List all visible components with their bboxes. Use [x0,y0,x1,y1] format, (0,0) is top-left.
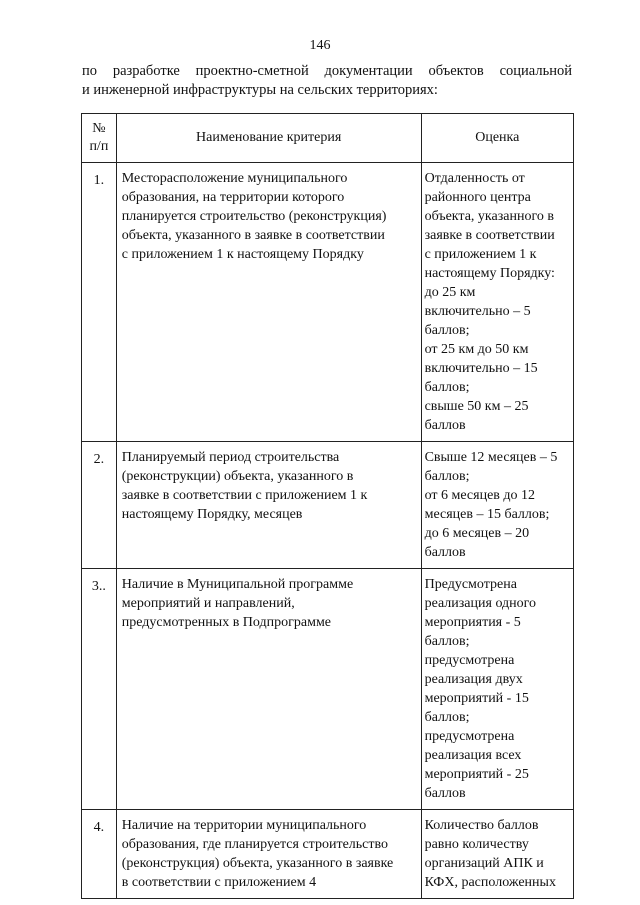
criterion-score-line: мероприятий - 15 [424,691,529,706]
criterion-score-line: Количество баллов [424,818,539,833]
intro-line: и инженерной инфраструктуры на сельских территориях: [82,82,438,98]
criterion-name [116,569,421,810]
criterion-name-line: объекта, указанного в заявке в соответствии [121,228,385,243]
criterion-name-line: предусмотренных в Подпрограмме [121,615,332,630]
table-header-row [82,114,574,163]
header-name: Наименование критерия [116,114,421,163]
criterion-score-line: Предусмотрена [424,577,517,592]
criterion-score [421,442,573,569]
criterion-score-line: баллов; [424,323,470,338]
criterion-name-line: Наличие в Муниципальной программе [121,577,354,592]
criterion-score-line: баллов; [424,469,470,484]
page-number: 146 [309,38,331,53]
criterion-name-line: образования, на территории которого [121,190,345,205]
criterion-name [116,442,421,569]
criterion-score-line: мероприятия - 5 [424,615,521,630]
criterion-score-line: баллов [424,545,466,560]
criterion-name-line: настоящему Порядку, месяцев [121,507,303,522]
criterion-name-line: планируется строительство (реконструкция) [121,209,387,224]
criterion-score-line: предусмотрена [424,729,515,744]
criterion-score-line: мероприятий - 25 [424,767,529,782]
criterion-name-line: в соответствии с приложением 4 [121,875,317,890]
criterion-score-line: организаций АПК и [424,856,544,871]
criteria-table [81,113,574,899]
criterion-score-line: включительно – 5 [424,304,531,319]
table-row [82,810,574,899]
row-number: 1. [82,163,117,442]
criterion-score [421,163,573,442]
criterion-name-line: (реконструкции) объекта, указанного в [121,469,354,484]
criterion-score-line: реализация одного [424,596,537,611]
table-row [82,569,574,810]
criterion-name-line: Планируемый период строительства [121,450,340,465]
header-num-line: № [92,121,106,136]
criterion-score-line: заявке в соответствии [424,228,555,243]
criterion-score-line: Отдаленность от [424,171,525,186]
criterion-score-line: баллов [424,418,466,433]
criterion-score-line: КФХ, расположенных [424,875,556,890]
criterion-score-line: до 25 км [424,285,476,300]
criterion-name-line: с приложением 1 к настоящему Порядку [121,247,364,262]
table-row [82,163,574,442]
criterion-score-line: от 25 км до 50 км [424,342,529,357]
criterion-score-line: баллов; [424,380,470,395]
criterion-score-line: объекта, указанного в [424,209,554,224]
criterion-score-line: баллов [424,786,466,801]
criterion-score-line: от 6 месяцев до 12 [424,488,536,503]
criterion-score-line: баллов; [424,634,470,649]
criterion-name-line: Месторасположение муниципального [121,171,348,186]
criterion-score-line: Свыше 12 месяцев – 5 [424,450,558,465]
criterion-name-line: мероприятий и направлений, [121,596,295,611]
table-row [82,442,574,569]
row-number: 3.. [82,569,117,810]
criterion-score-line: свыше 50 км – 25 [424,399,529,414]
criterion-score-line: до 6 месяцев – 20 [424,526,530,541]
intro-paragraph [82,62,572,100]
row-number: 4. [82,810,117,899]
header-num-line: п/п [89,139,109,154]
criterion-score-line: предусмотрена [424,653,515,668]
criterion-score [421,569,573,810]
criterion-score-line: месяцев – 15 баллов; [424,507,550,522]
criterion-name [116,810,421,899]
criterion-score-line: реализация двух [424,672,523,687]
criterion-score-line: баллов; [424,710,470,725]
criterion-score-line: включительно – 15 [424,361,538,376]
criterion-name-line: (реконструкция) объекта, указанного в заявке [121,856,394,871]
criterion-score-line: районного центра [424,190,531,205]
criterion-name-line: заявке в соответствии с приложением 1 к [121,488,368,503]
header-num [82,114,117,163]
header-score: Оценка [421,114,573,163]
criterion-score-line: равно количеству [424,837,529,852]
criterion-name-line: образования, где планируется строительство [121,837,389,852]
criterion-name [116,163,421,442]
row-number: 2. [82,442,117,569]
criterion-score-line: настоящему Порядку: [424,266,555,281]
criterion-score-line: реализация всех [424,748,522,763]
criterion-score-line: с приложением 1 к [424,247,537,262]
intro-line: по разработке проектно-сметной документации объектов социальной [82,63,572,79]
criterion-name-line: Наличие на территории муниципального [121,818,367,833]
criterion-score [421,810,573,899]
